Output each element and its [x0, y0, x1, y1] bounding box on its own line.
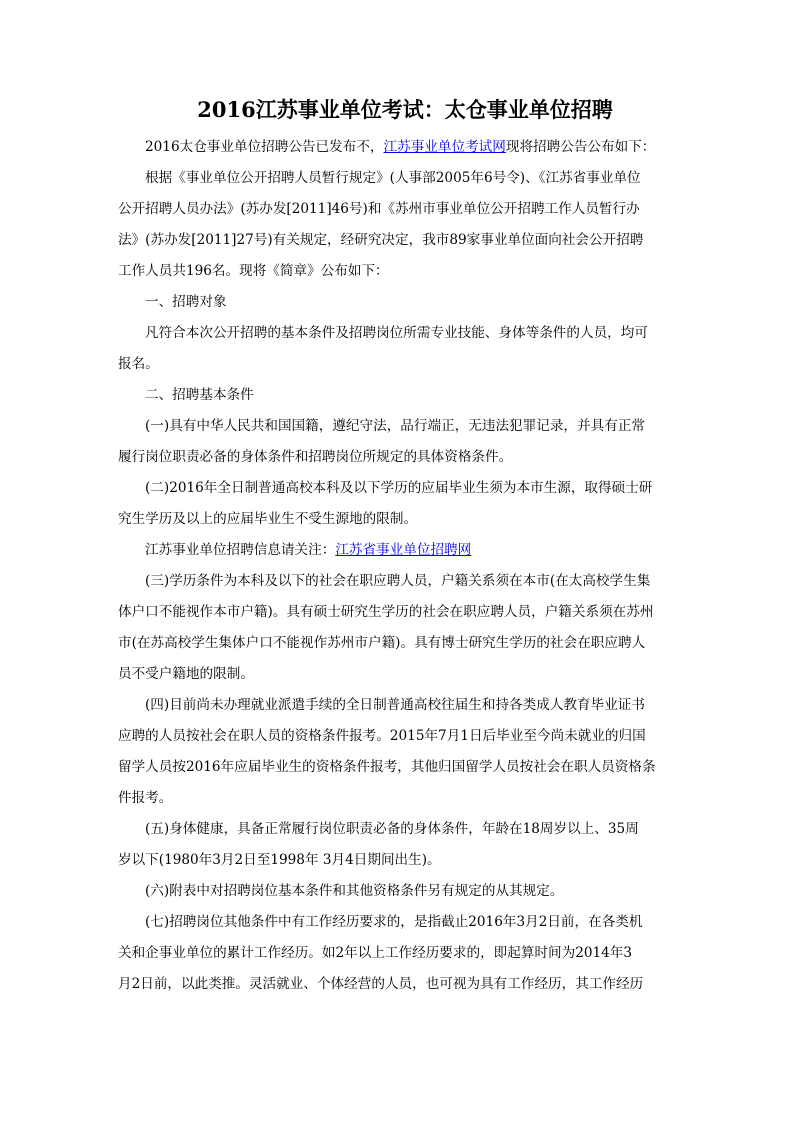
paragraph-line: 工作人员共196名。现将《简章》公布如下：: [118, 263, 389, 279]
paragraph-line: 履行岗位职责必备的身体条件和招聘岗位所规定的具体资格条件。: [118, 449, 513, 465]
paragraph-line: 市(在苏高校学生集体户口不能视作苏州市户籍)。具有博士研究生学历的社会在职应聘人: [118, 635, 646, 651]
intro-paragraph: [118, 132, 684, 163]
intro-text-before: 2016太仓事业单位招聘公告已发布不，: [145, 139, 384, 155]
paragraph-line: 关和企事业单位的累计工作经历。如2年以上工作经历要求的，即起算时间为2014年3: [118, 945, 633, 961]
paragraph-line: 留学人员按2016年应届毕业生的资格条件报考，其他归国留学人员按社会在职人员资格条: [118, 759, 656, 775]
paragraph-line: 究生学历及以上的应届毕业生不受生源地的限制。: [118, 511, 418, 527]
recruitment-site-link[interactable]: 江苏省事业单位招聘网: [335, 542, 472, 558]
paragraph-line: 报名。: [118, 356, 159, 372]
intro-text-after: 现将招聘公告公布如下：: [505, 139, 656, 155]
paragraph-line: (六)附表中对招聘岗位基本条件和其他资格条件另有规定的从其规定。: [145, 883, 564, 899]
section-heading-recruitment-target: 一、招聘对象: [145, 294, 227, 310]
paragraph-line: (七)招聘岗位其他条件中有工作经历要求的，是指截止2016年3月2日前，在各类机: [145, 914, 643, 930]
document-title: 2016江苏事业单位考试：太仓事业单位招聘: [197, 97, 613, 122]
target-paragraph: [118, 318, 684, 380]
paragraph-line: 体户口不能视作本市户籍)。具有硕士研究生学历的社会在职应聘人员，户籍关系须在苏州: [118, 604, 654, 620]
paragraph-line: 应聘的人员按社会在职人员的资格条件报考。2015年7月1日后毕业至今尚未就业的归国: [118, 728, 646, 744]
info-text: 江苏事业单位招聘信息请关注：: [145, 542, 336, 558]
paragraph-line: 员不受户籍地的限制。: [118, 666, 254, 682]
exam-site-link[interactable]: 江苏事业单位考试网: [383, 139, 506, 155]
paragraph-line: (五)身体健康，具备正常履行岗位职责必备的身体条件，年龄在18周岁以上、35周: [145, 821, 639, 837]
document-page: [118, 96, 684, 1000]
condition-item-4: [118, 690, 684, 814]
condition-item-1: [118, 411, 684, 473]
condition-item-5: [118, 814, 684, 876]
paragraph-line: 法》(苏办发[2011]27号)有关规定，经研究决定，我市89家事业单位面向社会公开招聘: [118, 232, 644, 248]
section-heading-basic-conditions: 二、招聘基本条件: [145, 387, 254, 403]
paragraph-line: (二)2016年全日制普通高校本科及以下学历的应届毕业生须为本市生源，取得硕士研: [145, 480, 653, 496]
regulation-paragraph: [118, 163, 684, 287]
condition-item-7: [118, 907, 684, 1000]
paragraph-line: (三)学历条件为本科及以下的社会在职应聘人员，户籍关系须在本市(在太高校学生集: [145, 573, 651, 589]
condition-item-6: [118, 876, 684, 907]
paragraph-line: 岁以下(1980年3月2日至1998年 3月4日期间出生)。: [118, 852, 441, 868]
paragraph-line: 件报考。: [118, 790, 173, 806]
paragraph-line: (四)目前尚未办理就业派遣手续的全日制普通高校往届生和持各类成人教育毕业证书: [145, 697, 645, 713]
condition-item-2: [118, 473, 684, 535]
paragraph-line: (一)具有中华人民共和国国籍，遵纪守法，品行端正，无违法犯罪记录，并具有正常: [145, 418, 645, 434]
paragraph-line: 月2日前，以此类推。灵活就业、个体经营的人员，也可视为具有工作经历，其工作经历: [118, 976, 644, 992]
paragraph-line: 凡符合本次公开招聘的基本条件及招聘岗位所需专业技能、身体等条件的人员，均可: [145, 325, 648, 341]
info-paragraph: [118, 535, 684, 566]
condition-item-3: [118, 566, 684, 690]
paragraph-line: 根据《事业单位公开招聘人员暂行规定》(人事部2005年6号令)、《江苏省事业单位: [145, 170, 641, 186]
paragraph-line: 公开招聘人员办法》(苏办发[2011]46号)和《苏州市事业单位公开招聘工作人员暂行办: [118, 201, 640, 217]
